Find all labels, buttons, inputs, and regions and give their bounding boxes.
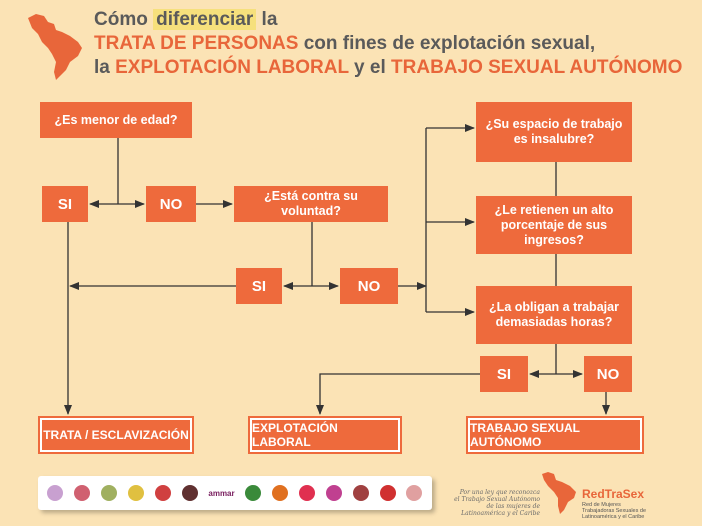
partner-logo-9 bbox=[299, 485, 315, 501]
partner-logo-8 bbox=[272, 485, 288, 501]
question-hours-line1: ¿La obligan a trabajar bbox=[489, 300, 619, 314]
answer-si-3-text: SI bbox=[496, 365, 512, 383]
title-line3-mid: y el bbox=[348, 57, 392, 78]
question-minor bbox=[40, 102, 192, 138]
question-will-text: ¿Está contra su voluntad? bbox=[264, 189, 358, 218]
answer-no-3-text: NO bbox=[596, 365, 620, 383]
outcome-trafficking-text: TRATA / ESCLAVIZACIÓN bbox=[43, 428, 189, 442]
answer-no-2 bbox=[340, 268, 398, 304]
answer-no-3 bbox=[584, 356, 632, 392]
question-income-line2: porcentaje de sus ingresos? bbox=[500, 217, 608, 247]
outcome-labor bbox=[248, 416, 402, 454]
title-trafficking: TRATA DE PERSONAS bbox=[94, 33, 299, 54]
partner-logo-5 bbox=[155, 485, 171, 501]
answer-si-2 bbox=[236, 268, 282, 304]
partner-logo-13 bbox=[406, 485, 422, 501]
partner-logo-3 bbox=[101, 485, 117, 501]
outcome-autonomous bbox=[466, 416, 644, 454]
partner-logo-6 bbox=[182, 485, 198, 501]
answer-no-1 bbox=[146, 186, 196, 222]
question-minor-text: ¿Es menor de edad? bbox=[54, 112, 178, 127]
connector-si3-to-labor bbox=[320, 374, 480, 414]
redtrasex-map-icon bbox=[540, 470, 580, 516]
org-name: RedTraSex bbox=[582, 487, 645, 501]
question-unhealthy bbox=[476, 102, 632, 162]
partner-logo-2 bbox=[74, 485, 90, 501]
title-line3-pre: la bbox=[94, 57, 116, 78]
partner-logo-7 bbox=[245, 485, 261, 501]
answer-no-2-text: NO bbox=[357, 277, 381, 295]
question-income-line1: ¿Le retienen un alto bbox=[494, 202, 614, 217]
partner-logo-11 bbox=[353, 485, 369, 501]
org-description: Red de Mujeres Trabajadoras Sexuales de Latinoamérica y el Caribe bbox=[582, 502, 647, 520]
title-labor: EXPLOTACIÓN LABORAL bbox=[115, 57, 349, 78]
outcome-autonomous-text: TRABAJO SEXUAL AUTÓNOMO bbox=[470, 421, 580, 449]
title-autonomous: TRABAJO SEXUAL AUTÓNOMO bbox=[391, 57, 683, 78]
partner-logo-10 bbox=[326, 485, 342, 501]
partner-logo-1 bbox=[47, 485, 63, 501]
slogan bbox=[448, 489, 540, 517]
answer-si-1 bbox=[42, 186, 88, 222]
question-will bbox=[234, 186, 388, 222]
answer-no-1-text: NO bbox=[159, 195, 183, 213]
partner-logo-12 bbox=[380, 485, 396, 501]
answer-si-2-text: SI bbox=[251, 277, 267, 295]
answer-si-1-text: SI bbox=[57, 195, 73, 213]
answer-si-3 bbox=[480, 356, 528, 392]
partner-logos bbox=[38, 476, 432, 510]
question-unhealthy-line1: ¿Su espacio de trabajo bbox=[485, 117, 623, 131]
question-hours-line2: demasiadas horas? bbox=[495, 315, 613, 329]
question-hours bbox=[476, 286, 632, 344]
slogan-line1: Por una ley que reconozca bbox=[459, 489, 540, 496]
title-text: Cómo bbox=[94, 9, 154, 30]
question-unhealthy-line2: es insalubre? bbox=[513, 132, 595, 146]
partner-logo-4 bbox=[128, 485, 144, 501]
slogan-line2: el Trabajo Sexual Autónomo bbox=[454, 496, 540, 503]
partner-logo-ammar: ammar bbox=[208, 488, 235, 498]
title-line2-rest: con fines de explotación sexual, bbox=[298, 33, 596, 54]
slogan-line3: de las mujeres de Latinoamérica y el Caribe bbox=[461, 503, 540, 517]
title-highlight: diferenciar bbox=[153, 9, 256, 30]
outcome-labor-text: EXPLOTACIÓN LABORAL bbox=[252, 421, 338, 449]
question-income bbox=[476, 196, 632, 254]
outcome-trafficking bbox=[38, 416, 194, 454]
title-text-end: la bbox=[256, 9, 278, 30]
